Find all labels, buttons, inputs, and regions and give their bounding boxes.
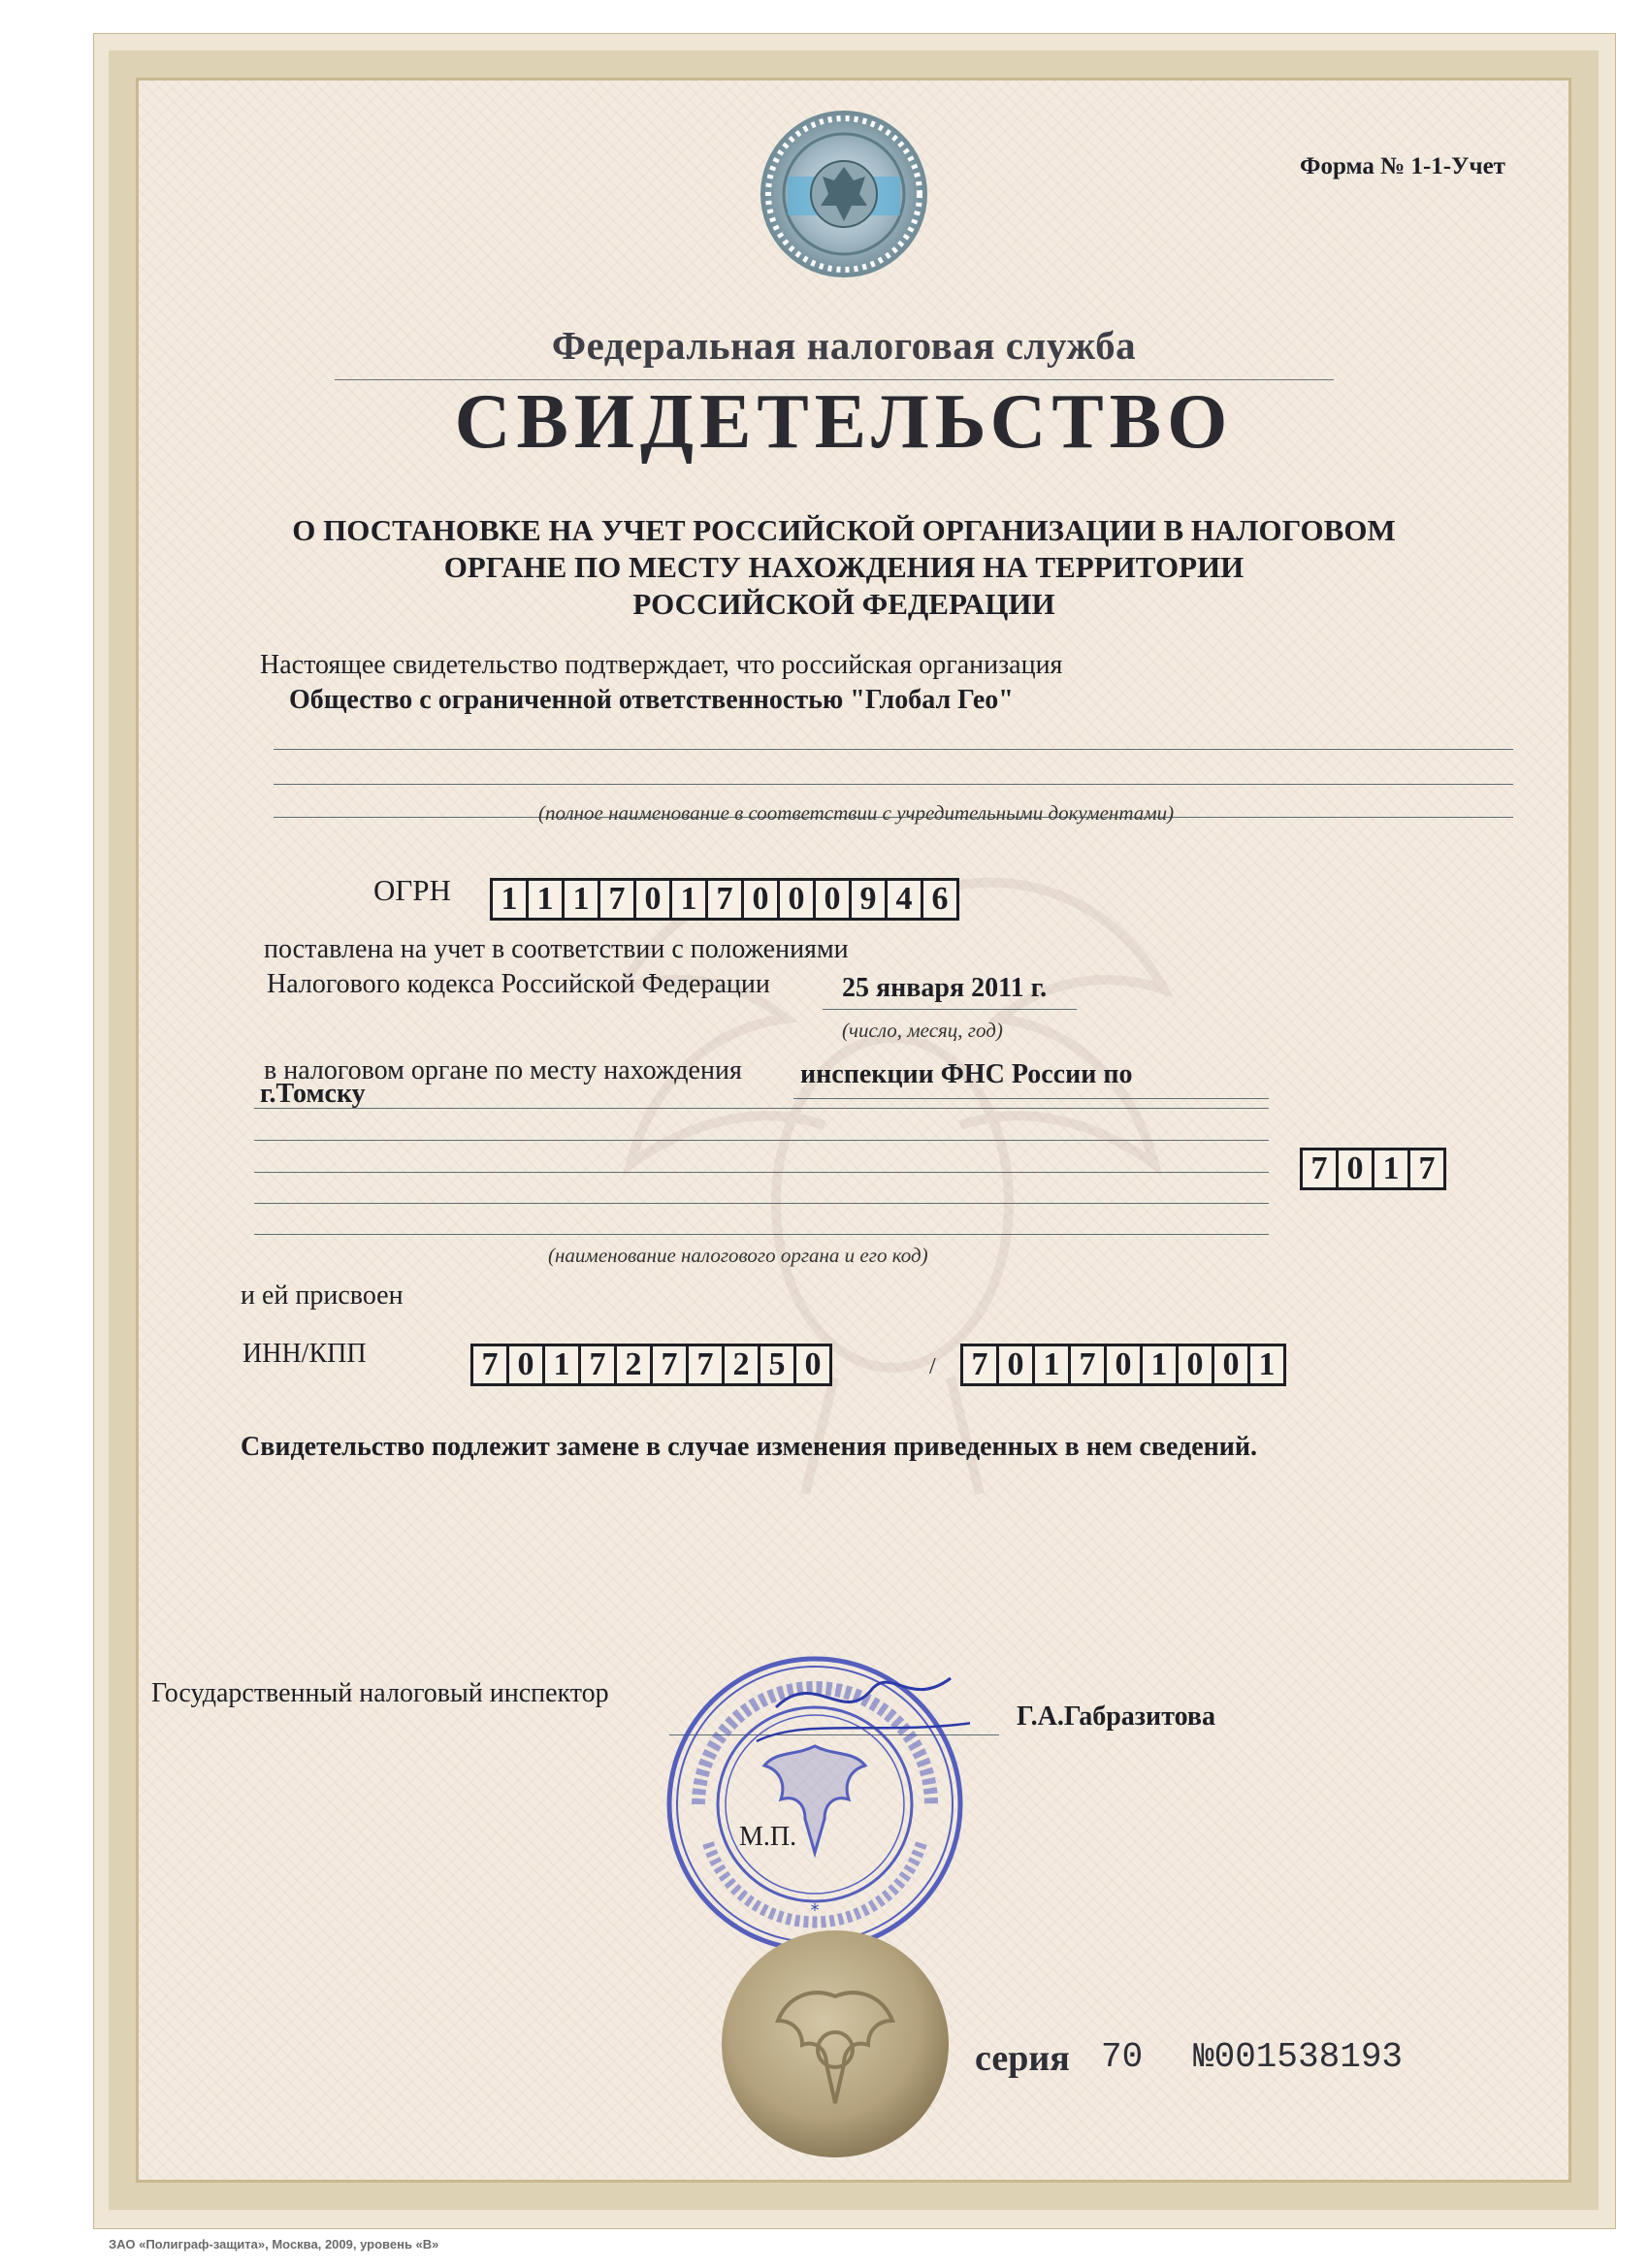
date-line xyxy=(823,1009,1077,1010)
ogrn-digit: 0 xyxy=(780,881,816,918)
name-line xyxy=(274,784,1513,785)
stamp-place-label: М.П. xyxy=(739,1822,797,1852)
code-digit: 1 xyxy=(1374,1150,1410,1187)
certificate-number: №001538193 xyxy=(1193,2037,1404,2077)
ogrn-digit: 1 xyxy=(672,881,708,918)
inn-digit: 0 xyxy=(804,1346,822,1382)
form-number: Форма № 1-1-Учет xyxy=(1300,153,1505,179)
intro-text: Настоящее свидетельство подтверждает, что российская организация xyxy=(260,650,1063,680)
ogrn-digit: 0 xyxy=(816,881,852,918)
inn-digit: 7 xyxy=(473,1346,509,1383)
authority-line xyxy=(254,1234,1269,1235)
authority-line xyxy=(254,1108,1269,1109)
kpp-digit: 1 xyxy=(1035,1346,1071,1383)
ogrn-digit: 0 xyxy=(744,881,780,918)
kpp-digit: 0 xyxy=(999,1346,1035,1383)
tax-authority-city: г.Томску xyxy=(260,1079,366,1109)
inn-digit: 7 xyxy=(653,1346,689,1383)
svg-text:*: * xyxy=(810,1900,820,1921)
ogrn-cells xyxy=(490,878,959,921)
kpp-cells xyxy=(960,1344,1286,1386)
kpp-digit: 1 xyxy=(1258,1346,1276,1382)
ogrn-digit: 7 xyxy=(708,881,744,918)
name-line xyxy=(274,749,1513,750)
ogrn-digit: 9 xyxy=(852,881,888,918)
replacement-notice: Свидетельство подлежит замене в случае изменения приведенных в нем сведений. xyxy=(241,1432,1258,1462)
tax-authority-label: в налоговом органе по месту нахождения xyxy=(264,1055,742,1085)
inn-digit: 2 xyxy=(617,1346,653,1383)
registration-text: поставлена на учет в соответствии с положениями xyxy=(264,934,849,964)
subtitle-line: О ПОСТАНОВКЕ НА УЧЕТ РОССИЙСКОЙ ОРГАНИЗАЦИИ В НАЛОГОВОМ xyxy=(292,513,1396,547)
subtitle-line: РОССИЙСКОЙ ФЕДЕРАЦИИ xyxy=(632,587,1055,621)
authority-code-cells xyxy=(1300,1148,1446,1190)
inn-kpp-separator: / xyxy=(929,1354,936,1379)
code-digit: 0 xyxy=(1339,1150,1374,1187)
gold-seal-icon xyxy=(720,1928,951,2159)
authority-line xyxy=(254,1203,1269,1204)
inn-digit: 2 xyxy=(725,1346,760,1383)
subtitle-line: ОРГАНЕ ПО МЕСТУ НАХОЖДЕНИЯ НА ТЕРРИТОРИИ xyxy=(443,550,1245,584)
kpp-digit: 7 xyxy=(963,1346,999,1383)
registration-date: 25 января 2011 г. xyxy=(842,973,1048,1003)
series-label: серия xyxy=(975,2038,1070,2079)
series-value: 70 xyxy=(1101,2037,1144,2077)
inspector-name: Г.А.Габразитова xyxy=(1017,1701,1215,1732)
inn-digit: 5 xyxy=(760,1346,796,1383)
kpp-digit: 0 xyxy=(1179,1346,1214,1383)
organization-caption: (полное наименование в соответствии с учредительными документами) xyxy=(538,801,1175,825)
document-subtitle xyxy=(291,512,1397,623)
ogrn-digit: 1 xyxy=(529,881,565,918)
inn-cells xyxy=(470,1344,832,1386)
issuing-authority: Федеральная налоговая служба xyxy=(551,323,1137,368)
printer-imprint: ЗАО «Полиграф-защита», Москва, 2009, уровень «В» xyxy=(109,2237,439,2252)
ogrn-digit: 1 xyxy=(493,881,529,918)
ogrn-digit: 0 xyxy=(636,881,672,918)
inn-digit: 7 xyxy=(581,1346,617,1383)
tax-authority-name: инспекции ФНС России по xyxy=(800,1059,1133,1089)
assigned-label: и ей присвоен xyxy=(241,1280,404,1311)
authority-caption: (наименование налогового органа и его код) xyxy=(548,1244,928,1267)
official-stamp-icon xyxy=(660,1649,970,1960)
inn-digit: 0 xyxy=(509,1346,545,1383)
ogrn-digit: 4 xyxy=(888,881,923,918)
ogrn-digit: 1 xyxy=(565,881,600,918)
hologram-emblem-icon xyxy=(759,109,929,279)
authority-line xyxy=(254,1172,1269,1173)
authority-line xyxy=(793,1098,1269,1099)
ogrn-digit: 7 xyxy=(600,881,636,918)
kpp-digit: 1 xyxy=(1143,1346,1179,1383)
inn-digit: 1 xyxy=(545,1346,581,1383)
authority-line xyxy=(254,1140,1269,1141)
inn-kpp-label: ИНН/КПП xyxy=(242,1339,367,1369)
inn-digit: 7 xyxy=(689,1346,725,1383)
inspector-position: Государственный налоговый инспектор xyxy=(151,1678,609,1708)
organization-name: Общество с ограниченной ответственностью "Глобал Гео" xyxy=(289,685,1014,715)
kpp-digit: 0 xyxy=(1214,1346,1250,1383)
kpp-digit: 0 xyxy=(1107,1346,1143,1383)
ogrn-label: ОГРН xyxy=(373,873,451,907)
kpp-digit: 7 xyxy=(1071,1346,1107,1383)
registration-text: Налогового кодекса Российской Федерации xyxy=(267,969,770,999)
date-caption: (число, месяц, год) xyxy=(842,1019,1003,1042)
code-digit: 7 xyxy=(1418,1150,1436,1186)
code-digit: 7 xyxy=(1303,1150,1339,1187)
ogrn-digit: 6 xyxy=(931,881,949,917)
document-title: СВИДЕТЕЛЬСТВО xyxy=(454,379,1234,465)
